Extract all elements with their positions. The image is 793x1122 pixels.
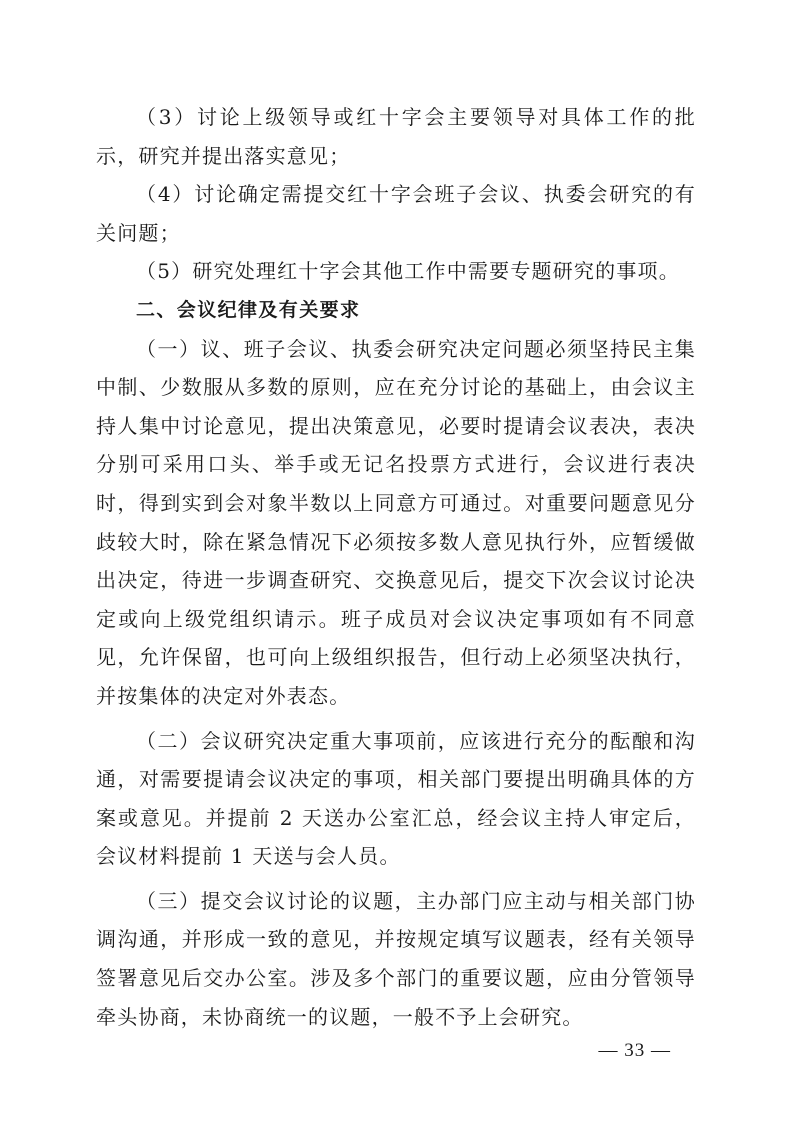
paragraph-item-5: （5）研究处理红十字会其他工作中需要专题研究的事项。 (136, 259, 680, 284)
document-body (96, 98, 696, 1036)
paragraph-rule-1: （一）议、班子会议、执委会研究决定问题必须坚持民主集中制、少数服从多数的原则，应在充分讨论的基础上，由会议主持人集中讨论意见，提出决策意见，必要时提请会议表决，表决分别可采用口头、举手或无记名投票方式进行，会议进行表决时，得到实到会对象半数以上同意方可通过。对重要问题意见分歧较大时，除在紧急情况下必须按多数人意见执行外，应暂缓做出决定，待进一步调查研究、交换意见后，提交下次会议讨论决定或向上级党组织请示。班子成员对会议决定事项如有不同意见，允许保留，也可向上级组织报告，但行动上必须坚决执行，并按集体的决定对外表态。 (96, 336, 696, 708)
paragraph-item-4: （4）讨论确定需提交红十字会班子会议、执委会研究的有关问题； (96, 182, 696, 245)
paragraph-item-3: （3）讨论上级领导或红十字会主要领导对具体工作的批示，研究并提出落实意见； (96, 105, 696, 168)
paragraph-rule-2: （二）会议研究决定重大事项前，应该进行充分的酝酿和沟通，对需要提请会议决定的事项，相关部门要提出明确具体的方案或意见。并提前 2 天送办公室汇总，经会议主持人审定后，会议材料提前 1 天送与会人员。 (96, 728, 696, 869)
page-number: — 33 — (598, 1040, 671, 1061)
paragraph-rule-3: （三）提交会议讨论的议题，主办部门应主动与相关部门协调沟通，并形成一致的意见，并按规定填写议题表，经有关领导签署意见后交办公室。涉及多个部门的重要议题，应由分管领导牵头协商，未协商统一的议题，一般不予上会研究。 (96, 888, 696, 1029)
section-heading: 二、会议纪律及有关要求 (136, 298, 361, 321)
